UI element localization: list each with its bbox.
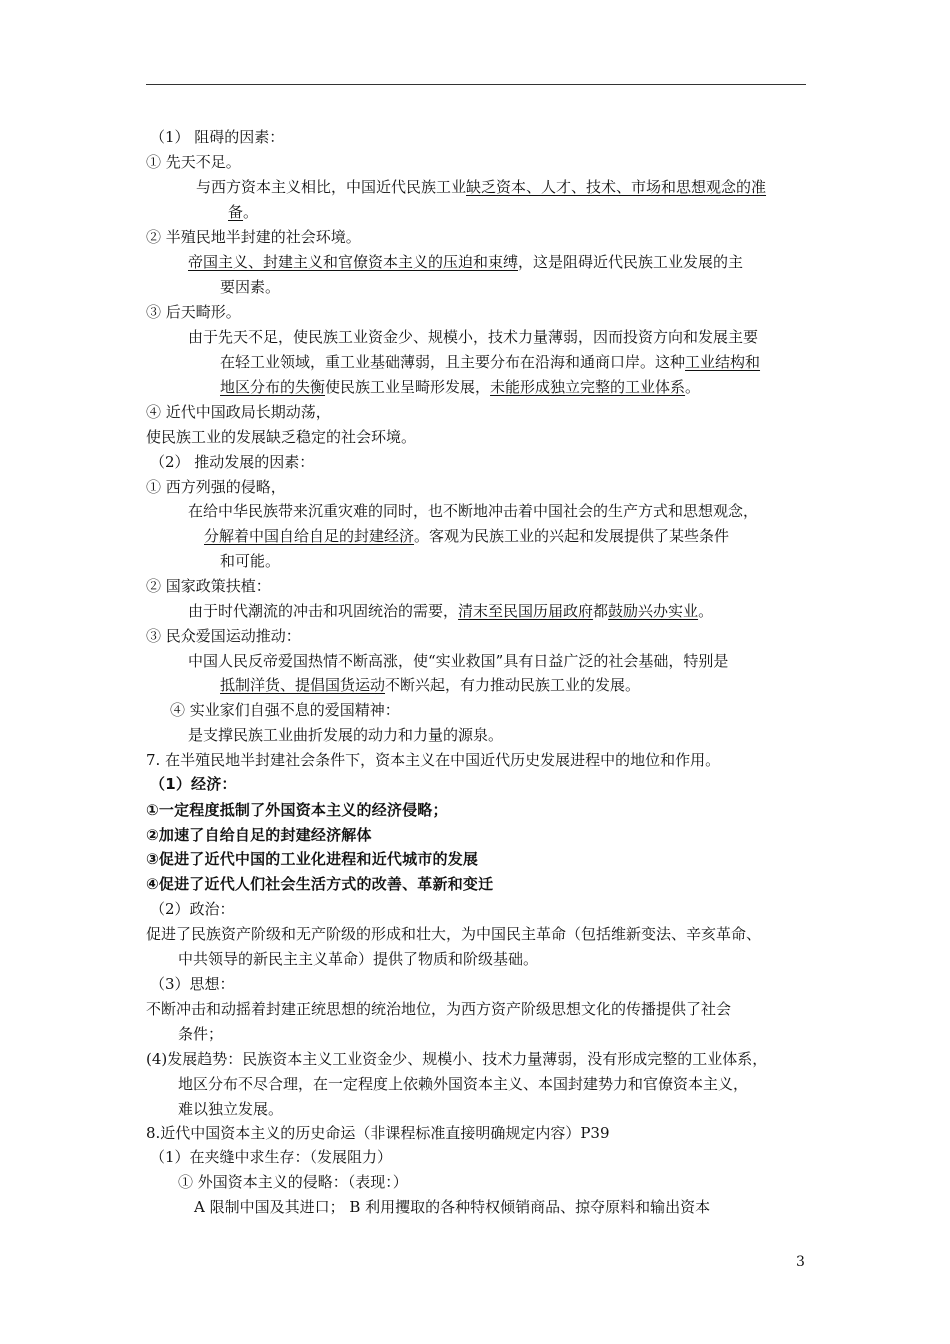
paragraph-line: 与西方资本主义相比，中国近代民族工业缺乏资本、人才、技术、市场和思想观念的准 — [196, 178, 767, 196]
paragraph-line: 条件； — [178, 1025, 224, 1043]
section-heading: （2）政治： — [150, 900, 235, 918]
paragraph-line: 在给中华民族带来沉重灾难的同时，也不断地冲击着中国社会的生产方式和思想观念， — [188, 502, 759, 520]
paragraph-line: 抵制洋货、提倡国货运动不断兴起，有力推动民族工业的发展。 — [220, 676, 641, 694]
paragraph-line: 和可能。 — [220, 552, 281, 570]
bold-list-item: ①一定程度抵制了外国资本主义的经济侵略； — [146, 801, 448, 819]
paragraph-line: 中共领导的新民主主义革命）提供了物质和阶级基础。 — [178, 950, 539, 968]
paragraph-line: 在轻工业领域，重工业基础薄弱，且主要分布在沿海和通商口岸。这种工业结构和 — [220, 353, 761, 371]
bold-list-item: ③促进了近代中国的工业化进程和近代城市的发展 — [146, 850, 479, 868]
paragraph-line: 不断冲击和动摇着封建正统思想的统治地位，为西方资产阶级思想文化的传播提供了社会 — [146, 1000, 732, 1018]
paragraph-line: A 限制中国及其进口； B 利用攫取的各种特权倾销商品、掠夺原料和输出资本 — [194, 1198, 711, 1216]
list-item: ④ 近代中国政局长期动荡， — [146, 403, 331, 421]
paragraph-line: 中国人民反帝爱国热情不断高涨，使“实业救国”具有日益广泛的社会基础，特别是 — [188, 652, 729, 670]
section-heading: （2） 推动发展的因素： — [150, 453, 315, 471]
list-item: ② 半殖民地半封建的社会环境。 — [146, 228, 361, 246]
list-item: ② 国家政策扶植： — [146, 577, 271, 595]
paragraph-line: (4)发展趋势：民族资本主义工业资金少、规模小、技术力量薄弱，没有形成完整的工业体系， — [146, 1050, 768, 1068]
paragraph-line: 要因素。 — [220, 278, 281, 296]
paragraph-line: 帝国主义、封建主义和官僚资本主义的压迫和束缚，这是阻碍近代民族工业发展的主 — [188, 253, 744, 271]
paragraph-line: 分解着中国自给自足的封建经济。客观为民族工业的兴起和发展提供了某些条件 — [204, 527, 730, 545]
paragraph-line: 促进了民族资产阶级和无产阶级的形成和壮大，为中国民主革命（包括维新变法、辛亥革命、 — [146, 925, 762, 943]
paragraph-line: 难以独立发展。 — [178, 1100, 284, 1118]
paragraph-line: 由于先天不足，使民族工业资金少、规模小，技术力量薄弱，因而投资方向和发展主要 — [188, 328, 759, 346]
paragraph-line: 是支撑民族工业曲折发展的动力和力量的源泉。 — [188, 726, 504, 744]
paragraph-line: 备。 — [228, 203, 259, 221]
paragraph-line: 由于时代潮流的冲击和巩固统治的需要，清末至民国历届政府都鼓励兴办实业。 — [188, 602, 714, 620]
list-item: ① 先天不足。 — [146, 153, 241, 171]
section-heading: （3）思想： — [150, 975, 235, 993]
list-item: ③ 后天畸形。 — [146, 303, 241, 321]
list-item: ④ 实业家们自强不息的爱国精神： — [170, 701, 400, 719]
list-item: ① 外国资本主义的侵略：（表现：） — [178, 1173, 408, 1191]
paragraph-line: 地区分布不尽合理，在一定程度上依赖外国资本主义、本国封建势力和官僚资本主义， — [178, 1075, 749, 1093]
bold-list-item: ④促进了近代人们社会生活方式的改善、革新和变迁 — [146, 875, 494, 893]
list-item: ③ 民众爱国运动推动： — [146, 627, 301, 645]
section-heading: （1） 阻碍的因素： — [150, 128, 285, 146]
bold-heading: （1）经济： — [150, 775, 237, 793]
list-item: ① 西方列强的侵略， — [146, 478, 286, 496]
question-heading: 8.近代中国资本主义的历史命运（非课程标准直接明确规定内容）P39 — [146, 1124, 610, 1142]
header-rule — [146, 84, 806, 85]
paragraph-line: 地区分布的失衡使民族工业呈畸形发展，未能形成独立完整的工业体系。 — [220, 378, 701, 396]
question-heading: 7. 在半殖民地半封建社会条件下，资本主义在中国近代历史发展进程中的地位和作用。 — [146, 751, 721, 769]
section-heading: （1）在夹缝中求生存：（发展阻力） — [150, 1148, 393, 1166]
page-number: 3 — [796, 1254, 805, 1270]
paragraph-line: 使民族工业的发展缺乏稳定的社会环境。 — [146, 428, 417, 446]
bold-list-item: ②加速了自给自足的封建经济解体 — [146, 826, 372, 844]
